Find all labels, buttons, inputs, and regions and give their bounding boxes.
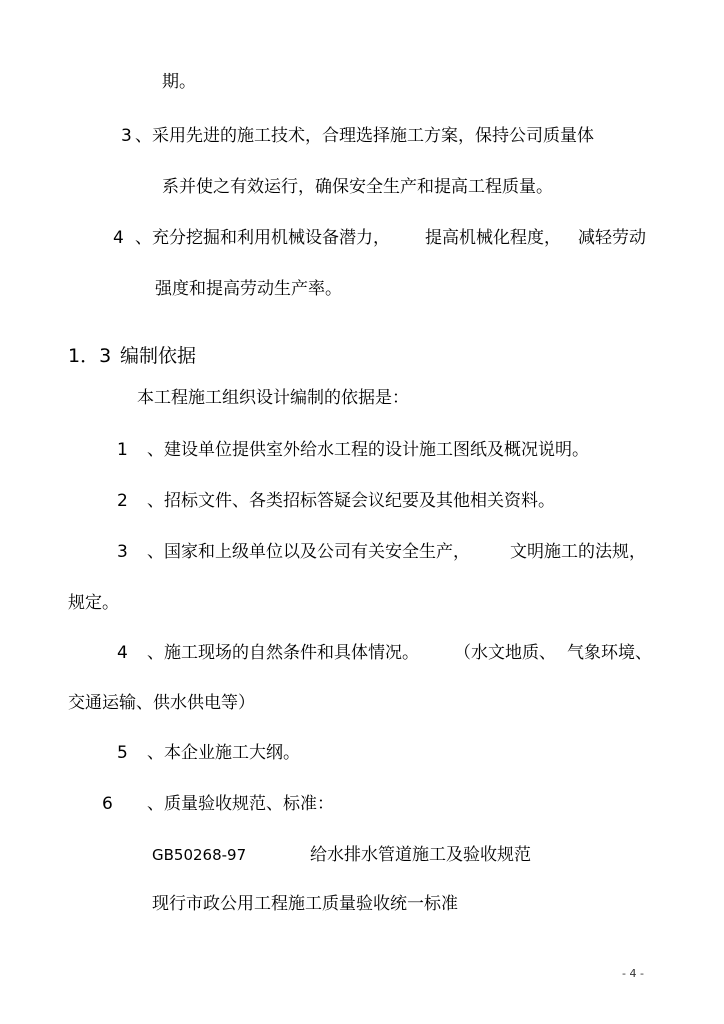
list-number: 4 [117,643,128,663]
section-number: 1．3 [68,345,112,367]
paragraph-line: 减轻劳动 [578,228,646,248]
list-item: 、建设单位提供室外给水工程的设计施工图纸及概况说明。 [147,440,589,460]
list-item: 、招标文件、各类招标答疑会议纪要及其他相关资料。 [147,491,555,511]
list-item: （水文地质、 [454,643,556,663]
paragraph-line: 提高机械化程度， [425,228,561,248]
list-item-continuation: 交通运输、供水供电等） [68,693,255,713]
list-item: 气象环境、 [567,643,652,663]
list-number: 3 [117,542,128,562]
paragraph-line: 、充分挖掘和利用机械设备潜力， [135,228,390,248]
paragraph-line: 、采用先进的施工技术，合理选择施工方案，保持公司质量体 [135,126,594,146]
list-number: 6 [102,794,113,814]
intro-line: 本工程施工组织设计编制的依据是： [137,388,409,408]
list-item: 、质量验收规范、标准： [147,794,334,814]
list-item: 、国家和上级单位以及公司有关安全生产， [147,542,470,562]
list-item: 、施工现场的自然条件和具体情况。 [147,643,419,663]
list-item: 文明施工的法规， [510,542,646,562]
paragraph-line: 期。 [162,72,196,92]
list-number: 5 [117,743,128,763]
page-number: - 4 - [622,967,644,980]
list-number: 2 [117,491,128,511]
section-title: 编制依据 [120,345,197,367]
paragraph-line: 系并使之有效运行，确保安全生产和提高工程质量。 [162,177,553,197]
standard-name: 给水排水管道施工及验收规范 [310,845,531,865]
standard-name: 现行市政公用工程施工质量验收统一标准 [152,894,458,914]
list-item-continuation: 规定。 [68,593,119,613]
list-item: 、本企业施工大纲。 [147,743,300,763]
list-number: 1 [117,440,128,460]
standard-code: GB50268-97 [152,846,247,864]
list-number: 3 [121,126,132,146]
list-number: 4 [113,228,124,248]
paragraph-line: 强度和提高劳动生产率。 [155,279,342,299]
